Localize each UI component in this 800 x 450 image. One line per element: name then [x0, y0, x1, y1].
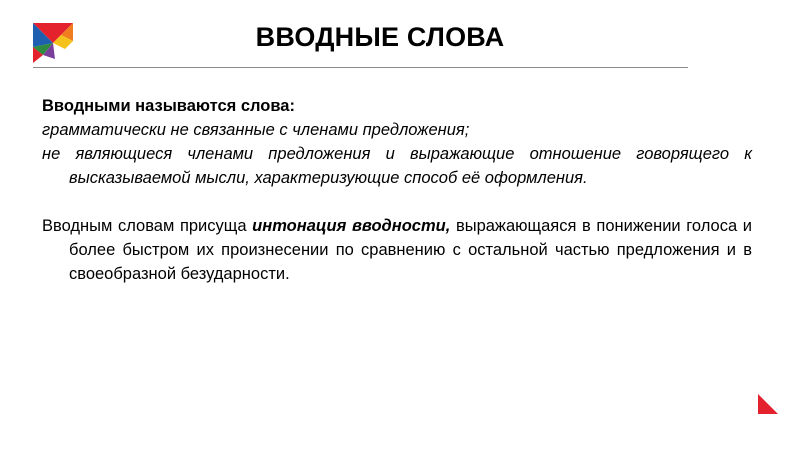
intonation-text-after: выражающаяся в понижении голоса и более быстром их произнесении по сравнению с остальной частью предложения и в своеобразной безударности.: [69, 217, 752, 283]
paragraph-spacer: [42, 190, 752, 214]
title-divider: [33, 67, 688, 68]
intonation-paragraph: [42, 214, 752, 286]
intonation-text-before: Вводным словам присуща: [42, 217, 253, 235]
intonation-emphasis: интонация вводности,: [252, 217, 451, 235]
page-title: ВВОДНЫЕ СЛОВА: [255, 22, 505, 52]
definition-item: не являющиеся членами предложения и выражающие отношение говорящего к высказываемой мысли, характеризующие способ её оформления.: [42, 145, 752, 187]
slide-content: [42, 94, 752, 286]
definition-item: грамматически не связанные с членами предложения;: [42, 121, 470, 139]
red-corner-triangle-icon: [758, 394, 778, 414]
definition-lead: Вводными называются слова:: [42, 97, 295, 115]
tangram-logo-icon: [33, 23, 73, 63]
